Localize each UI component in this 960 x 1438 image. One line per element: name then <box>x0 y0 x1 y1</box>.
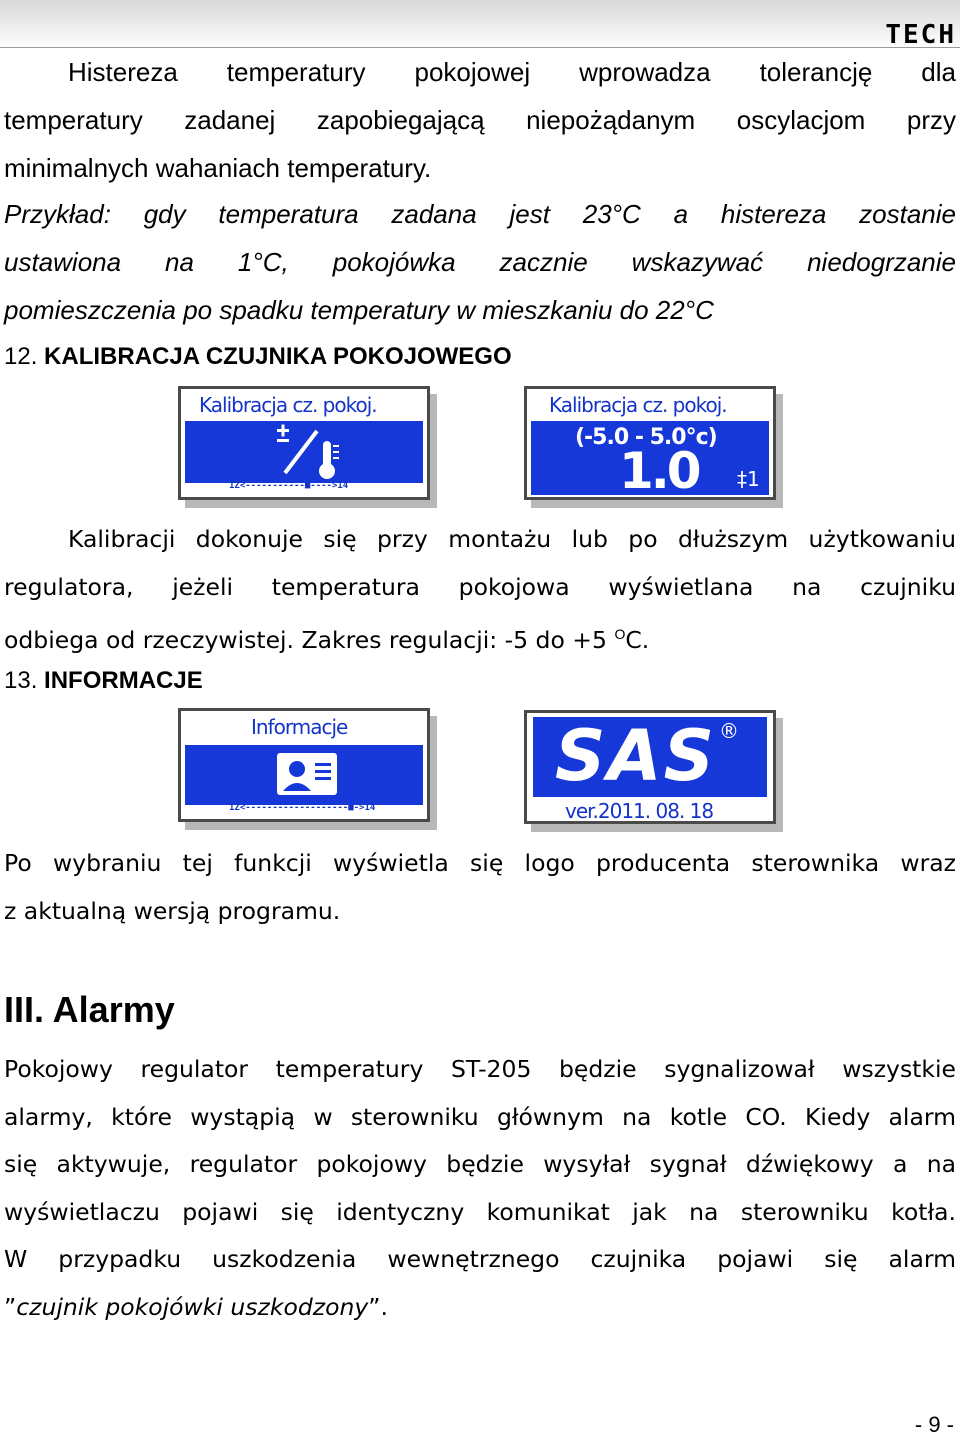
section-title: KALIBRACJA CZUJNIKA POKOJOWEGO <box>44 343 512 370</box>
section-12-heading <box>4 342 512 372</box>
firmware-version: ver.2011. 08. 18 <box>565 799 714 819</box>
section-13-line: Po wybraniu tej funkcji wyświetla się logo producenta sterownika wraz <box>4 849 956 877</box>
lcd-calibration-value <box>524 386 776 500</box>
section-12-paragraph <box>4 516 956 664</box>
lcd-title: Kalibracja cz. pokoj. <box>549 393 727 417</box>
unit-text: C. <box>625 625 650 654</box>
lcd-blue-panel <box>185 745 423 805</box>
sas-logo: SAS <box>555 715 717 797</box>
lcd-title: Kalibracja cz. pokoj. <box>199 393 377 417</box>
lcd-title: Informacje <box>251 715 348 739</box>
lcd-information-menu <box>178 708 430 822</box>
page-header <box>0 0 960 48</box>
section-title: INFORMACJE <box>44 667 203 694</box>
person-info-card-icon <box>185 745 425 805</box>
lcd-menu-position: 1Z<-----------■---->14 <box>229 481 349 491</box>
alarms-line: W przypadku uszkodzenia wewnętrznego czujnika pojawi się alarm <box>4 1245 956 1273</box>
tech-logo: TECH <box>885 20 956 50</box>
intro-paragraph <box>4 48 956 192</box>
section-12-line: Kalibracji dokonuje się przy montażu lub po dłuższym użytkowaniu <box>68 525 956 553</box>
degree-superscript: O <box>614 626 626 642</box>
lcd-blue-panel <box>531 421 769 495</box>
intro-line: temperatury zadanej zapobiegającą niepożądanym oscylacjom przy <box>4 105 956 135</box>
up-down-arrow-icon: ‡1 <box>737 467 760 491</box>
alarms-paragraph <box>4 1046 956 1331</box>
intro-line: minimalnych wahaniach temperatury. <box>4 153 432 183</box>
section-13-paragraph <box>4 840 956 935</box>
section-12-line: regulatora, jeżeli temperatura pokojowa wyświetlana na czujniku <box>4 572 956 601</box>
section-13-heading <box>4 666 203 696</box>
section-13-line: z aktualną wersją programu. <box>4 896 341 925</box>
registered-mark: ® <box>719 719 739 743</box>
quote-close: ”. <box>368 1292 388 1321</box>
example-paragraph <box>4 190 956 334</box>
lcd-calibration-menu <box>178 386 430 500</box>
alarms-line <box>4 1284 956 1332</box>
alarms-line: wyświetlaczu pojawi się identyczny komunikat jak na sterowniku kotła. <box>4 1197 956 1226</box>
example-line: Przykład: gdy temperatura zadana jest 23°C a histereza zostanie <box>4 199 956 229</box>
section-12-line <box>4 611 956 664</box>
example-line: ustawiona na 1°C, pokojówka zacznie wskazywać niedogrzanie <box>4 247 956 277</box>
range-text: odbiega od rzeczywistej. Zakres regulacji: -5 do +5 <box>4 625 607 654</box>
section-number: 12. <box>4 343 38 370</box>
section-number: 13. <box>4 667 38 694</box>
calibration-value: 1.0 <box>619 442 699 495</box>
quote-open: ” <box>4 1292 17 1321</box>
calibration-range: (-5.0 - 5.0°c) <box>575 425 717 450</box>
page-number: - 9 - <box>914 1412 954 1437</box>
alarms-heading: III. Alarmy <box>4 989 175 1030</box>
lcd-blue-panel <box>185 421 423 483</box>
alarms-line: Pokojowy regulator temperatury ST-205 będzie sygnalizował wszystkie <box>4 1055 956 1083</box>
lcd-menu-position: 1Z<-------------------■->14 <box>229 803 376 813</box>
alarms-line: alarmy, które wystąpią w sterowniku głównym na kotle CO. Kiedy alarm <box>4 1102 956 1131</box>
plus-minus-thermometer-icon <box>185 421 425 483</box>
lcd-sas-logo <box>524 710 776 824</box>
alarm-message: czujnik pokojówki uszkodzony <box>16 1292 369 1321</box>
example-line: pomieszczenia po spadku temperatury w mieszkaniu do 22°C <box>4 295 714 325</box>
alarms-line: się aktywuje, regulator pokojowy będzie wysyłał sygnał dźwiękowy a na <box>4 1150 956 1178</box>
lcd-blue-panel <box>533 717 767 797</box>
intro-line: Histereza temperatury pokojowej wprowadza tolerancję dla <box>68 57 956 87</box>
